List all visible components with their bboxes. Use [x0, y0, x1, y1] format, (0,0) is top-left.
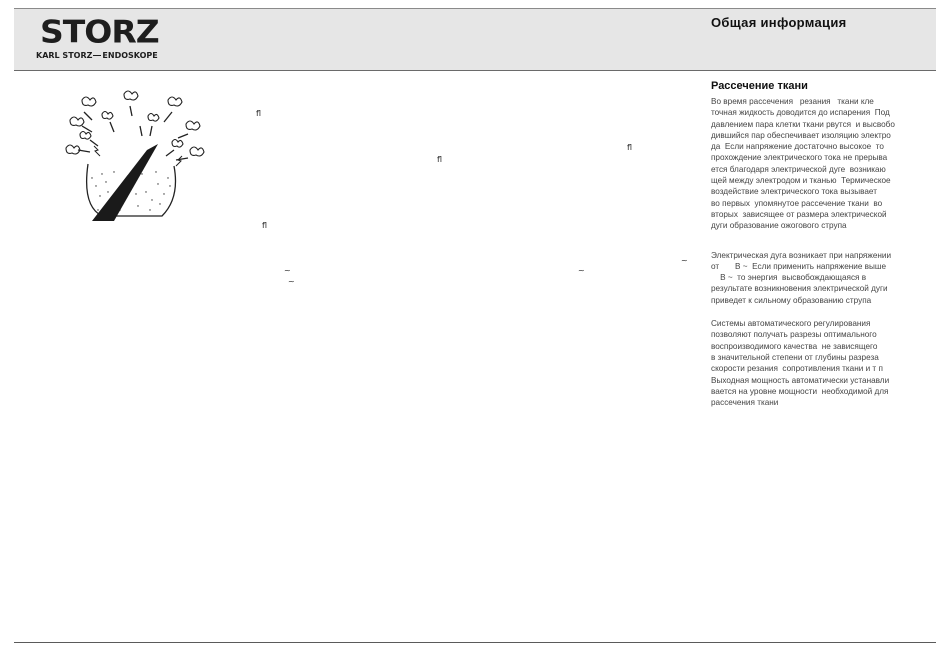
fl-ligature-1: ﬂ: [256, 109, 262, 118]
subheading-tissue-cutting: Рассечение ткани: [711, 80, 808, 92]
paragraph-tissue-cutting: Во время рассечения резания ткани кле точная жидкость доводится до испарения Под давлением пара клетки ткани рвутся и высвобо дившийся пар обеспечивает изоляцию электро да Если напряжение достаточно высокое то прохождение электрического тока не прерыва ется благодаря электрической дуге возникаю щей между электродом и тканью Термическое воздействие электрического тока вызывает во первых упомянутое рассечение ткани во вторых зависящее от размера электрической дуги образование ожогового струпа: [711, 97, 895, 231]
tilde-4: ~: [288, 277, 295, 286]
right-text-column: [711, 80, 936, 408]
fl-ligature-3: ﬂ: [437, 155, 443, 164]
tilde-2: ~: [284, 266, 291, 275]
tissue-cutting-illustration: [62, 86, 212, 224]
tilde-3: ~: [578, 266, 585, 275]
logo-wordmark: STORZ: [40, 13, 159, 51]
paragraph-automatic-regulation: Системы автоматического регулирования позволяют получать разрезы оптимального воспроизводимого качества не зависящего в значительной степени от глубины разреза скорости резания сопротивления ткани и т п Выходная мощность автоматически устанавли вается на уровне мощности необходимой для рассечения ткани: [711, 319, 890, 408]
storz-logo: [34, 15, 174, 67]
fl-ligature-4: ﬂ: [262, 221, 268, 230]
logo-subtitle-right: ENDOSKOPE: [102, 51, 158, 60]
tilde-1: ~: [681, 256, 688, 265]
logo-subtitle: [36, 51, 158, 60]
fl-ligature-2: ﬂ: [627, 143, 633, 152]
paragraph-electric-arc: Электрическая дуга возникает при напряжении от В ~ Если применить напряжение выше В ~ то энергия высвобождающаяся в результате возникновения электрической дуги приведет к сильному образованию струпа: [711, 250, 892, 305]
section-title: Общая информация: [711, 15, 847, 30]
footer-rule: [14, 642, 936, 643]
logo-subtitle-left: KARL STORZ: [36, 51, 93, 60]
